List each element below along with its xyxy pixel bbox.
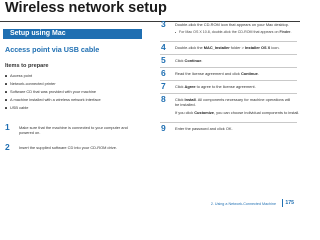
step-5 [161,56,297,66]
subsection-title: Access point via USB cable [5,45,100,54]
step-8 [161,94,300,121]
step-number: 1 [5,122,10,132]
step-number: 8 [161,94,166,104]
step-2 [5,143,145,155]
step-text: Click Agree to agree to the license agreement. [175,83,256,89]
step-number: 7 [161,81,166,91]
step-divider [160,41,297,42]
page-title: Wireless network setup [5,0,167,16]
step-divider [160,54,297,55]
step-text: Read the license agreement and click Continue. [175,70,259,76]
page-number: 175 [285,200,294,206]
step-number: 2 [5,142,10,152]
step-6 [161,69,297,79]
step-divider [160,80,297,81]
step-4 [161,43,297,53]
step-divider [160,93,297,94]
step-divider [160,67,297,68]
step-3 [161,20,297,42]
step-text: Insert the supplied software CD into your CD-ROM drive. [19,144,117,150]
step-text: Click Install. All components necessary for machine operations will be installed. [175,96,291,107]
section-banner-label: Setup using Mac [10,30,66,37]
step-divider [160,122,297,123]
step-number: 9 [161,123,166,133]
items-heading: Items to prepare [5,63,49,69]
items-list [5,72,101,112]
step-number: 6 [161,68,166,78]
list-item: Network-connected printer [5,80,101,88]
step-number: 4 [161,42,166,52]
step-note: If you click Customize, you can choose individual components to install. [175,110,300,115]
step-text: Double-click the CD-ROM icon that appears on your Mac desktop. [175,21,289,27]
footer-chapter: 2. Using a Network-Connected Machine [210,202,276,206]
step-text: Click Continue. [175,57,203,63]
section-banner [3,29,142,39]
list-item: USB cable [5,104,101,112]
step-number: 5 [161,55,166,65]
step-sub-bullet: For Mac OS X 10.8, double-click the CD-ROM that appears on Finder. [179,30,292,34]
list-item: Access point [5,72,101,80]
step-1 [5,123,145,139]
list-item: Software CD that was provided with your machine [5,88,101,96]
step-text: Double-click the MAC_Installer folder > Installer OS X icon. [175,44,280,50]
step-text: Enter the password and click OK. [175,125,233,131]
step-text: Make sure that the machine is connected to your computer and powered on. [19,124,128,135]
list-item: A machine installed with a wireless network interface [5,96,101,104]
step-number: 3 [161,19,166,29]
step-7 [161,82,297,92]
step-9 [161,124,297,134]
